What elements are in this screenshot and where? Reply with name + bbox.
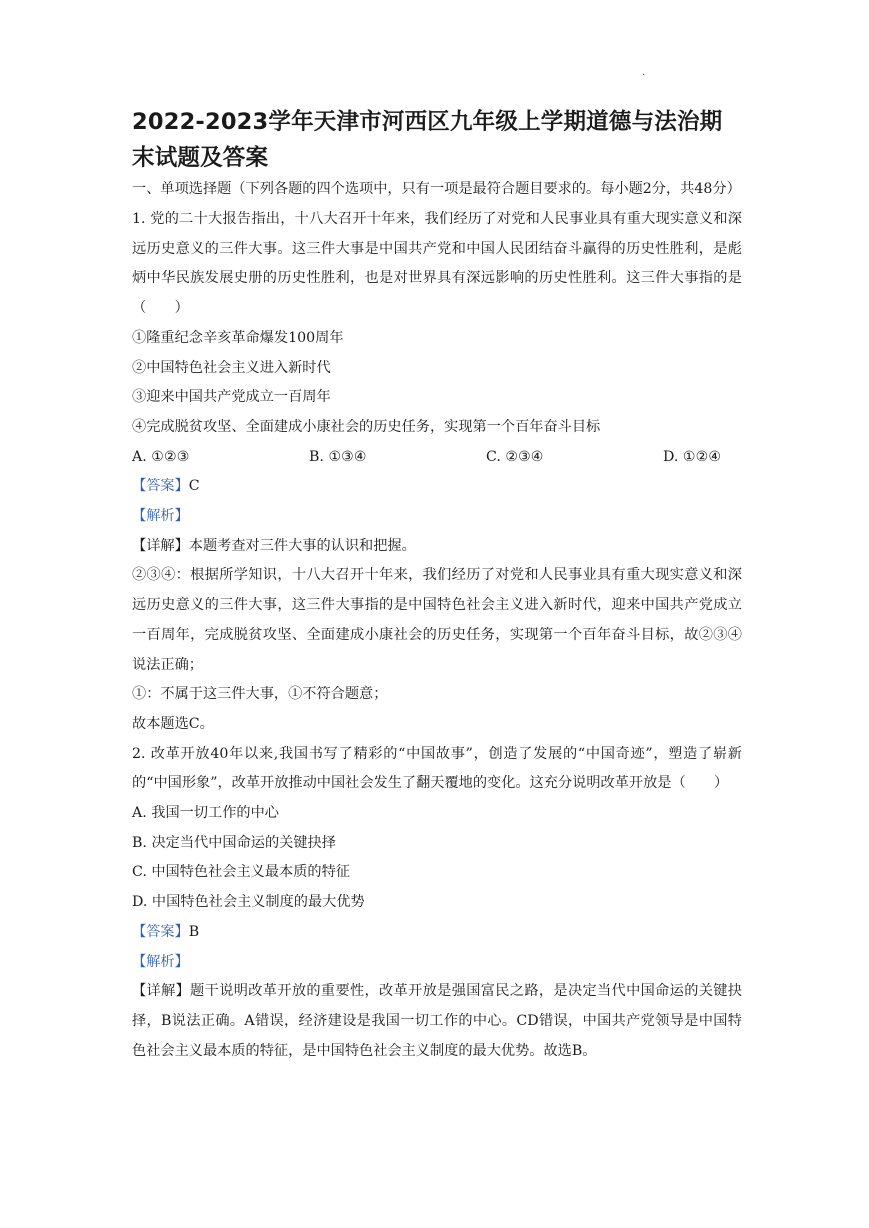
question-1-analysis bbox=[132, 502, 742, 532]
detail-label: 【详解】 bbox=[132, 983, 191, 1000]
question-1-stem: 1. 党的二十大报告指出，十八大召开十年来，我们经历了对党和人民事业具有重大现实意义和深远历史意义的三件大事。这三件大事是中国共产党和中国人民团结奋斗赢得的历史性胜利，是彪炳中华民族发展史册的历史性胜利，也是对世界具有深远影响的历史性胜利。这三件大事指的是（ ） bbox=[132, 211, 742, 317]
question-1-item: ③迎来中国共产党成立一百周年 bbox=[132, 389, 331, 406]
document-title: 2022-2023学年天津市河西区九年级上学期道德与法治期末试题及答案 bbox=[132, 109, 723, 171]
detail-label: 【详解】 bbox=[132, 537, 189, 554]
answer-label: 【答案】 bbox=[132, 478, 189, 495]
option-c: C. ②③④ bbox=[486, 448, 544, 465]
question-1 bbox=[132, 205, 742, 740]
question-1-item: ②中国特色社会主义进入新时代 bbox=[132, 359, 331, 376]
header-mark: · bbox=[642, 70, 646, 81]
question-2-analysis bbox=[132, 948, 742, 978]
option-d: D. ①②④ bbox=[663, 448, 722, 465]
question-2-stem: 2. 改革开放40年以来,我国书写了精彩的“中国故事”，创造了发展的“中国奇迹”，塑造了崭新的“中国形象”，改革开放推动中国社会发生了翻天覆地的变化。这充分说明改革开放是（ ） bbox=[132, 745, 742, 792]
option-a: A. 我国一切工作的中心 bbox=[132, 805, 279, 822]
question-1-explanation: ①：不属于这三件大事，①不符合题意； bbox=[132, 686, 388, 703]
analysis-label: 【解析】 bbox=[132, 953, 189, 970]
question-2 bbox=[132, 740, 742, 1067]
detail-text: 本题考查对三件大事的认识和把握。 bbox=[188, 537, 416, 554]
question-1-item: ①隆重纪念辛亥革命爆发100周年 bbox=[132, 329, 344, 346]
option-a: A. ①②③ bbox=[132, 448, 190, 465]
answer-label: 【答案】 bbox=[132, 923, 189, 940]
question-1-answer bbox=[132, 472, 742, 502]
question-2-detail bbox=[132, 977, 742, 1066]
answer-value: B bbox=[188, 923, 200, 940]
option-b: B. 决定当代中国命运的关键抉择 bbox=[132, 834, 336, 851]
option-b: B. ①③④ bbox=[309, 448, 367, 465]
question-1-detail bbox=[132, 532, 742, 562]
question-2-answer bbox=[132, 918, 742, 948]
detail-text: 题干说明改革开放的重要性，改革开放是强国富民之路，是决定当代中国命运的关键抉择，B说法正确。A错误，经济建设是我国一切工作的中心。CD错误，中国共产党领导是中国特色社会主义最本质的特征，是中国特色社会主义制度的最大优势。故选B。 bbox=[132, 983, 742, 1059]
question-1-explanation: ②③④：根据所学知识，十八大召开十年来，我们经历了对党和人民事业具有重大现实意义和深远历史意义的三件大事，这三件大事指的是中国特色社会主义进入新时代，迎来中国共产党成立一百周年，完成脱贫攻坚、全面建成小康社会的历史任务，实现第一个百年奋斗目标，故②③④说法正确； bbox=[132, 567, 742, 673]
option-c: C. 中国特色社会主义最本质的特征 bbox=[132, 864, 350, 881]
analysis-label: 【解析】 bbox=[132, 508, 189, 525]
question-1-options bbox=[132, 443, 742, 473]
option-d: D. 中国特色社会主义制度的最大优势 bbox=[132, 894, 365, 911]
question-1-explanation: 故本题选C。 bbox=[132, 715, 214, 732]
answer-value: C bbox=[188, 478, 200, 495]
section-heading: 一、单项选择题（下列各题的四个选项中，只有一项是最符合题目要求的。每小题2分，共48分） bbox=[132, 181, 741, 197]
question-1-item: ④完成脱贫攻坚、全面建成小康社会的历史任务，实现第一个百年奋斗目标 bbox=[132, 418, 601, 435]
document-content bbox=[132, 104, 742, 1066]
